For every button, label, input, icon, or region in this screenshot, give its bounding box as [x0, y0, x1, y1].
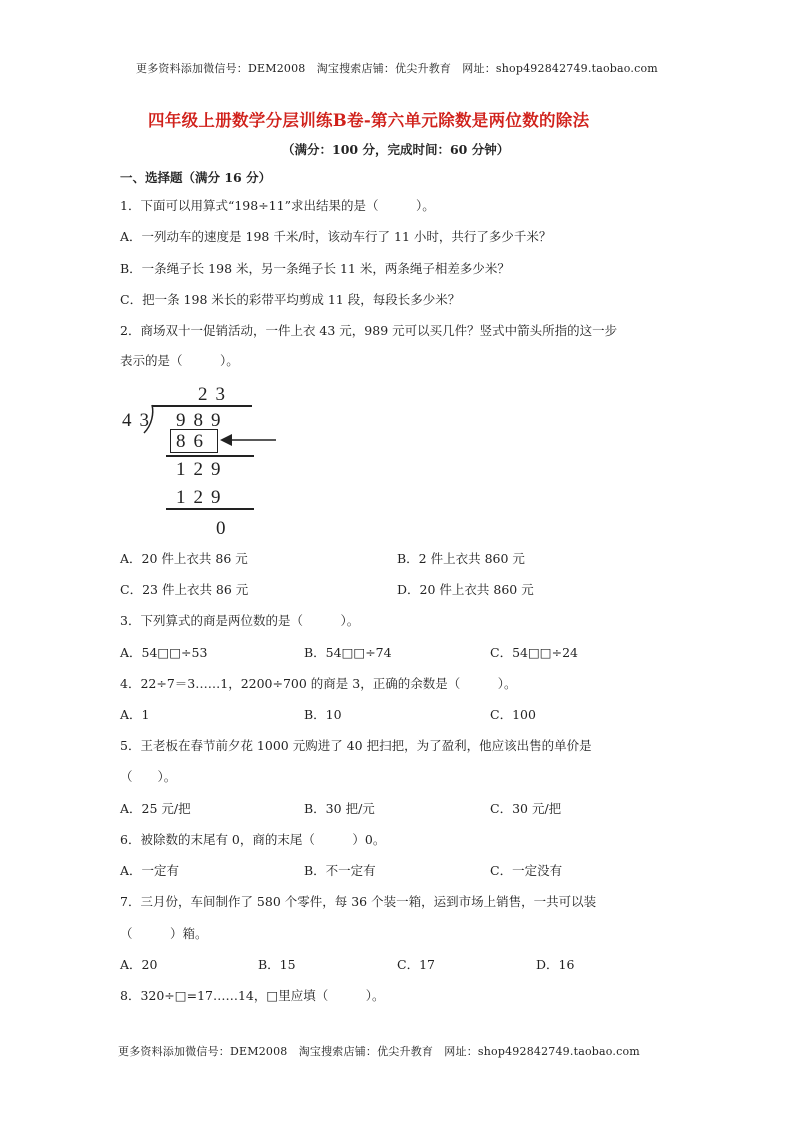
page-title: 四年级上册数学分层训练B卷-第六单元除数是两位数的除法 [148, 111, 590, 130]
question-4-option-b: B．10 [304, 707, 342, 722]
question-1-stem: 1．下面可以用算式“198÷11”求出结果的是（ ）。 [120, 198, 435, 213]
question-7-option-d: D．16 [536, 957, 575, 972]
question-3-option-a: A．54□□÷53 [120, 645, 208, 660]
question-8-stem: 8．320÷□=17……14，□里应填（ ）。 [120, 988, 385, 1003]
question-5-option-b: B．30 把/元 [304, 801, 375, 816]
question-5-stem-line2: （ ）。 [120, 769, 177, 784]
question-3-option-b: B．54□□÷74 [304, 645, 392, 660]
question-7-option-a: A．20 [120, 957, 158, 972]
question-4-option-a: A．1 [120, 707, 150, 722]
question-1-option-a: A．一列动车的速度是 198 千米/时，该动车行了 11 小时，共行了多少千米？ [120, 229, 552, 244]
division-step-2: 129 [176, 487, 229, 508]
division-remainder-1: 129 [176, 459, 229, 480]
division-final: 0 [216, 518, 234, 539]
arrow-left-icon [220, 432, 278, 448]
question-3-stem: 3．下列算式的商是两位数的是（ ）。 [120, 613, 360, 628]
question-2-stem-line2: 表示的是（ ）。 [120, 353, 239, 368]
question-1-option-b: B．一条绳子长 198 米，另一条绳子长 11 米，两条绳子相差多少米？ [120, 261, 510, 276]
question-2-option-c: C．23 件上衣共 86 元 [120, 582, 249, 597]
division-step-1: 86 [176, 431, 211, 452]
division-divisor: 43 [122, 410, 157, 431]
question-5-stem-line1: 5．王老板在春节前夕花 1000 元购进了 40 把扫把，为了盈利，他应该出售的单价是 [120, 738, 592, 753]
division-line-3 [166, 508, 254, 510]
question-4-option-c: C．100 [490, 707, 536, 722]
division-top-line [152, 405, 252, 407]
question-2-option-d: D．20 件上衣共 860 元 [397, 582, 534, 597]
division-line-2 [166, 455, 254, 457]
question-2-option-b: B．2 件上衣共 860 元 [397, 551, 525, 566]
question-2-option-a: A．20 件上衣共 86 元 [120, 551, 248, 566]
question-5-option-a: A．25 元/把 [120, 801, 191, 816]
division-bracket [140, 403, 168, 435]
page-subtitle: （满分：100 分，完成时间：60 分钟） [282, 142, 510, 157]
question-7-stem-line1: 7．三月份，车间制作了 580 个零件，每 36 个装一箱，运到市场上销售，一共可以装 [120, 894, 597, 909]
question-7-stem-line2: （ ）箱。 [120, 926, 208, 941]
question-4-stem: 4．22÷7＝3……1，2200÷700 的商是 3，正确的余数是（ ）。 [120, 676, 517, 691]
question-7-option-b: B．15 [258, 957, 296, 972]
question-6-stem: 6．被除数的末尾有 0，商的末尾（ ）0。 [120, 832, 386, 847]
division-dividend: 989 [176, 410, 229, 431]
question-7-option-c: C．17 [397, 957, 435, 972]
question-6-option-b: B．不一定有 [304, 863, 376, 878]
question-3-option-c: C．54□□÷24 [490, 645, 578, 660]
question-2-stem-line1: 2．商场双十一促销活动，一件上衣 43 元，989 元可以买几件？竖式中箭头所指的这一步 [120, 323, 618, 338]
question-1-option-c: C．把一条 198 米长的彩带平均剪成 11 段，每段长多少米？ [120, 292, 461, 307]
question-5-option-c: C．30 元/把 [490, 801, 562, 816]
page-header: 更多资料添加微信号：DEM2008 淘宝搜索店铺：优尖升教育 网址：shop492842749.taobao.com [136, 62, 658, 75]
question-6-option-a: A．一定有 [120, 863, 180, 878]
page-footer: 更多资料添加微信号：DEM2008 淘宝搜索店铺：优尖升教育 网址：shop492842749.taobao.com [118, 1045, 640, 1058]
question-6-option-c: C．一定没有 [490, 863, 563, 878]
division-quotient: 23 [198, 384, 233, 405]
section-heading-choice: 一、选择题（满分 16 分） [120, 170, 272, 185]
